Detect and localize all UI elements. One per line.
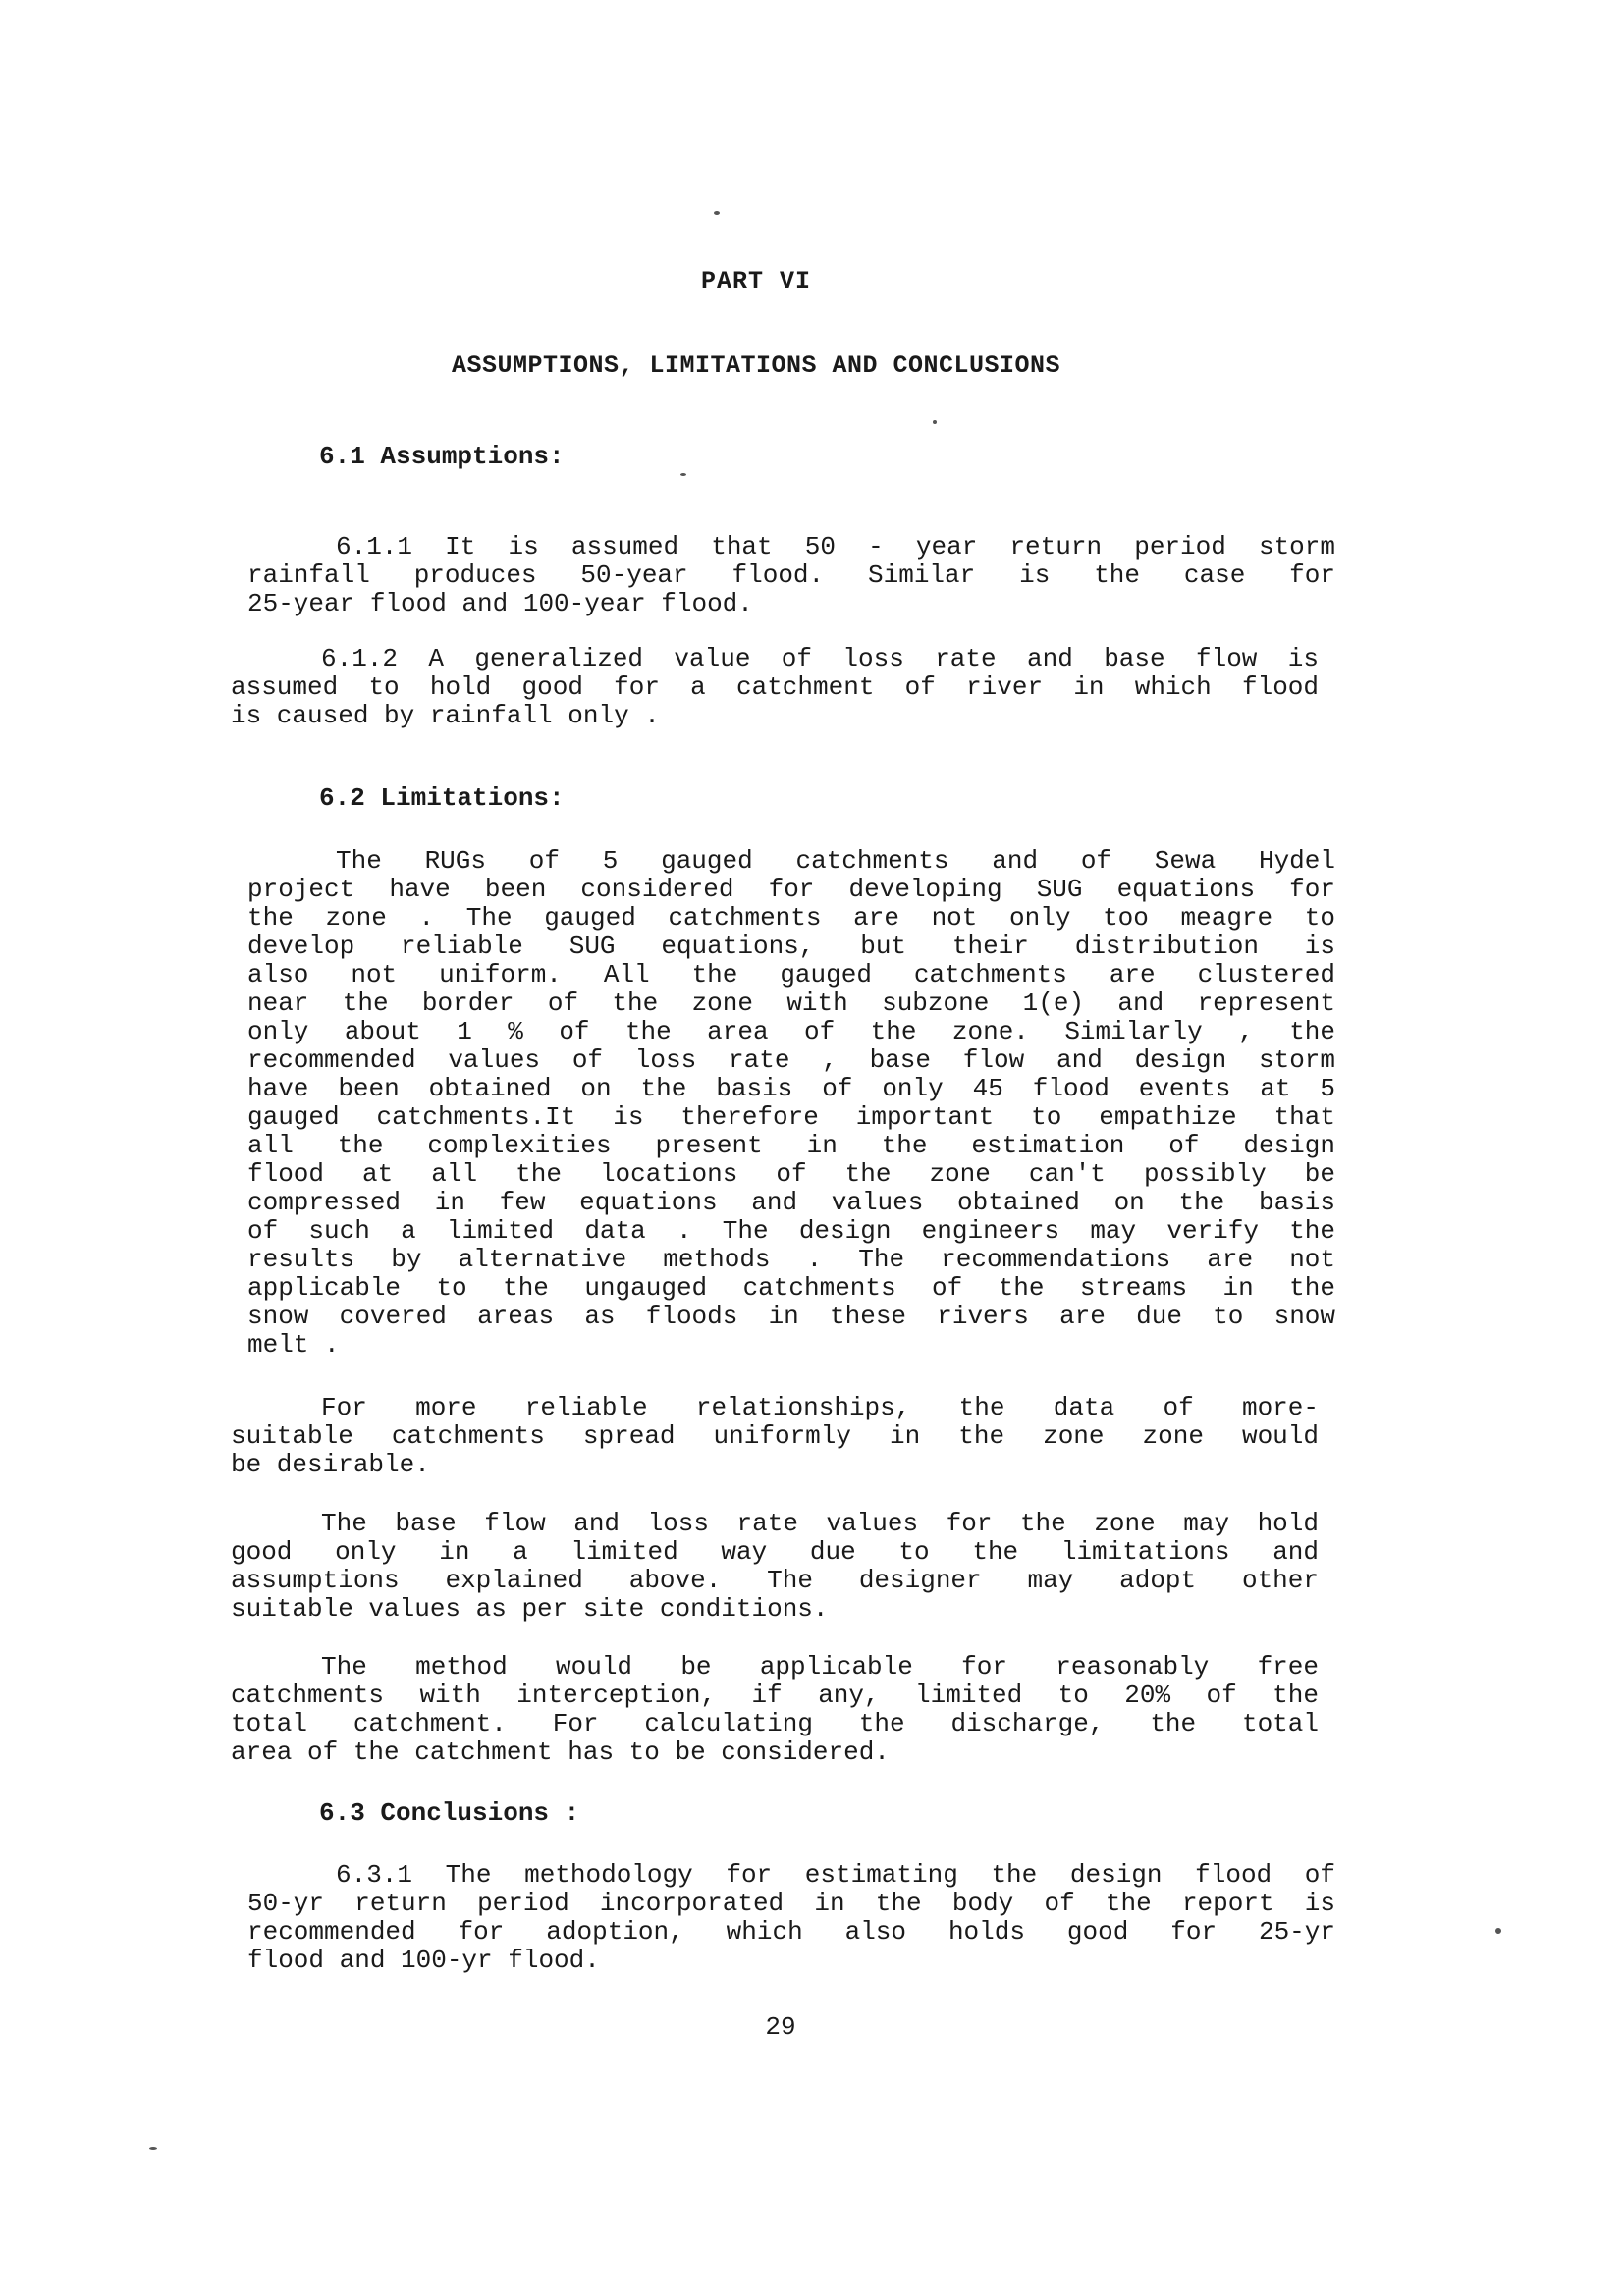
scan-speck bbox=[680, 473, 686, 476]
text-line: have been obtained on the basis of only 45 flood events at 5 bbox=[247, 1075, 1335, 1103]
text-line: 25-year flood and 100-year flood. bbox=[247, 590, 753, 618]
text-line: recommended values of loss rate , base flow and design storm bbox=[247, 1046, 1335, 1075]
text-line: 6.3.1 The methodology for estimating the design flood of bbox=[336, 1861, 1335, 1890]
text-line: area of the catchment has to be considered. bbox=[231, 1738, 890, 1767]
section-heading-conclusions: 6.3 Conclusions : bbox=[319, 1798, 580, 1828]
paragraph-6-1-2 bbox=[231, 645, 1319, 730]
text-line: good only in a limited way due to the limitations and bbox=[231, 1538, 1319, 1567]
scan-speck bbox=[149, 2147, 157, 2150]
text-line: rainfall produces 50-year flood. Similar is the case for bbox=[247, 561, 1335, 590]
text-line: the zone . The gauged catchments are not only too meagre to bbox=[247, 904, 1335, 933]
text-line: gauged catchments.It is therefore important to empathize that bbox=[247, 1103, 1335, 1132]
text-line: applicable to the ungauged catchments of the streams in the bbox=[247, 1274, 1335, 1303]
text-line: suitable values as per site conditions. bbox=[231, 1595, 829, 1624]
paragraph-6-1-1 bbox=[247, 533, 1335, 618]
text-line: 6.1.2 A generalized value of loss rate and base flow is bbox=[321, 645, 1319, 673]
text-line: The RUGs of 5 gauged catchments and of Sewa Hydel bbox=[336, 847, 1335, 876]
text-line: develop reliable SUG equations, but their distribution is bbox=[247, 933, 1335, 961]
text-line: only about 1 % of the area of the zone. Similarly , the bbox=[247, 1018, 1335, 1046]
paragraph-limitations-3 bbox=[231, 1510, 1319, 1624]
text-line: total catchment. For calculating the discharge, the total bbox=[231, 1710, 1319, 1738]
section-heading-limitations: 6.2 Limitations: bbox=[319, 783, 565, 813]
scan-speck bbox=[933, 420, 937, 424]
text-line: The method would be applicable for reasonably free bbox=[321, 1653, 1319, 1682]
text-line: flood at all the locations of the zone can't possibly be bbox=[247, 1160, 1335, 1189]
text-line: For more reliable relationships, the data of more- bbox=[321, 1394, 1319, 1422]
paragraph-limitations-4 bbox=[231, 1653, 1319, 1767]
text-line: 50-yr return period incorporated in the body of the report is bbox=[247, 1890, 1335, 1918]
text-line: all the complexities present in the estimation of design bbox=[247, 1132, 1335, 1160]
text-line: The base flow and loss rate values for the zone may hold bbox=[321, 1510, 1319, 1538]
text-line: recommended for adoption, which also holds good for 25-yr bbox=[247, 1918, 1335, 1947]
text-line: project have been considered for developing SUG equations for bbox=[247, 876, 1335, 904]
text-line: catchments with interception, if any, limited to 20% of the bbox=[231, 1682, 1319, 1710]
text-line: assumed to hold good for a catchment of river in which flood bbox=[231, 673, 1319, 702]
part-title: PART VI bbox=[700, 267, 812, 295]
text-line: suitable catchments spread uniformly in the zone zone would bbox=[231, 1422, 1319, 1451]
text-line: flood and 100-yr flood. bbox=[247, 1947, 600, 1975]
text-line: near the border of the zone with subzone 1(e) and represent bbox=[247, 989, 1335, 1018]
text-line: of such a limited data . The design engineers may verify the bbox=[247, 1217, 1335, 1246]
paragraph-limitations-2 bbox=[231, 1394, 1319, 1479]
text-line: 6.1.1 It is assumed that 50 - year return period storm bbox=[336, 533, 1335, 561]
text-line: snow covered areas as floods in these rivers are due to snow bbox=[247, 1303, 1335, 1331]
text-line: melt . bbox=[247, 1331, 340, 1360]
paragraph-6-3-1 bbox=[247, 1861, 1335, 1975]
section-heading-assumptions: 6.1 Assumptions: bbox=[319, 442, 565, 471]
text-line: compressed in few equations and values obtained on the basis bbox=[247, 1189, 1335, 1217]
text-line: be desirable. bbox=[231, 1451, 430, 1479]
paragraph-limitations-1 bbox=[247, 847, 1335, 1360]
text-line: also not uniform. All the gauged catchments are clustered bbox=[247, 961, 1335, 989]
scan-speck bbox=[1495, 1928, 1501, 1934]
page-number: 29 bbox=[765, 2012, 796, 2042]
text-line: is caused by rainfall only . bbox=[231, 702, 660, 730]
text-line: assumptions explained above. The designer may adopt other bbox=[231, 1567, 1319, 1595]
scan-speck bbox=[714, 211, 720, 215]
main-title: ASSUMPTIONS, LIMITATIONS AND CONCLUSIONS bbox=[451, 351, 1061, 380]
text-line: results by alternative methods . The recommendations are not bbox=[247, 1246, 1335, 1274]
